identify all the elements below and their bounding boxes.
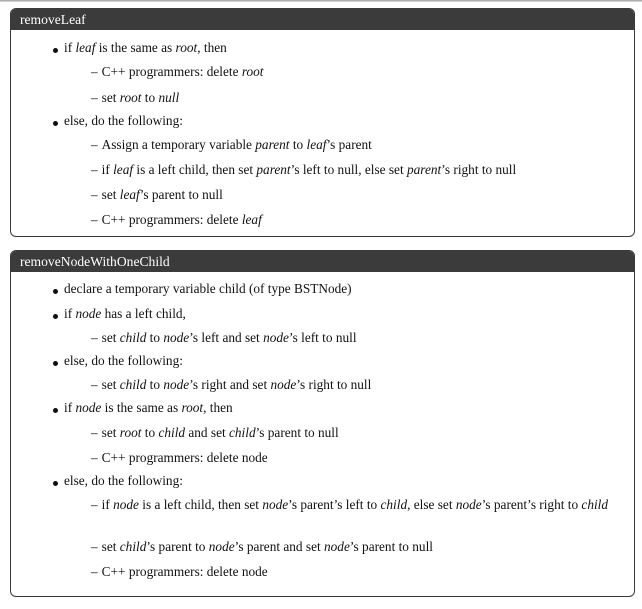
sub-line: – C++ programmers: delete node <box>91 450 268 465</box>
bullet-icon <box>53 121 58 126</box>
bullet-line: if node is the same as root, then <box>64 400 233 415</box>
sub-line: – if node is a left child, then set node’s parent’s left to child, else set node’s parent’s right to child <box>91 497 609 512</box>
dash-marker: – <box>91 212 98 227</box>
bullet-icon <box>53 289 58 294</box>
sub-line: – C++ programmers: delete node <box>91 564 268 579</box>
sub-line: – set child to node’s right and set node’s right to null <box>91 377 372 392</box>
bullet-icon <box>53 481 58 486</box>
sub-line: – set leaf’s parent to null <box>91 187 223 202</box>
bullet-icon <box>53 48 58 53</box>
sub-line: – C++ programmers: delete root <box>91 64 264 79</box>
bullet-icon <box>53 314 58 319</box>
dash-marker: – <box>91 564 98 579</box>
dash-marker: – <box>91 377 98 392</box>
bullet-line: declare a temporary variable child (of type BSTNode) <box>64 281 352 296</box>
dash-marker: – <box>91 64 98 79</box>
bullet-line: else, do the following: <box>64 353 183 368</box>
bullet-line: else, do the following: <box>64 113 183 128</box>
dash-marker: – <box>91 90 98 105</box>
sub-line: – if leaf is a left child, then set parent’s left to null, else set parent’s right to null <box>91 162 517 177</box>
top-edge-shadow <box>0 0 642 2</box>
sub-line: – set child’s parent to node’s parent and set node’s parent to null <box>91 539 433 554</box>
bullet-line: else, do the following: <box>64 473 183 488</box>
dash-marker: – <box>91 497 98 512</box>
sub-line: – set root to child and set child’s parent to null <box>91 425 339 440</box>
sub-line: – Assign a temporary variable parent to leaf’s parent <box>91 137 372 152</box>
dash-marker: – <box>91 330 98 345</box>
dash-marker: – <box>91 450 98 465</box>
sub-line: – set root to null <box>91 90 180 105</box>
bullet-icon <box>53 361 58 366</box>
dash-marker: – <box>91 162 98 177</box>
sub-line: – set child to node’s left and set node’s left to null <box>91 330 357 345</box>
dash-marker: – <box>91 425 98 440</box>
remove-node-with-one-child-title: removeNodeWithOneChild <box>11 251 634 272</box>
bullet-line: if node has a left child, <box>64 306 186 321</box>
bullet-icon <box>53 408 58 413</box>
remove-leaf-box <box>10 8 635 237</box>
dash-marker: – <box>91 187 98 202</box>
remove-node-with-one-child-box <box>10 250 635 597</box>
dash-marker: – <box>91 137 98 152</box>
dash-marker: – <box>91 539 98 554</box>
sub-line: – C++ programmers: delete leaf <box>91 212 262 227</box>
bullet-line: if leaf is the same as root, then <box>64 40 227 55</box>
remove-leaf-title: removeLeaf <box>11 9 634 30</box>
